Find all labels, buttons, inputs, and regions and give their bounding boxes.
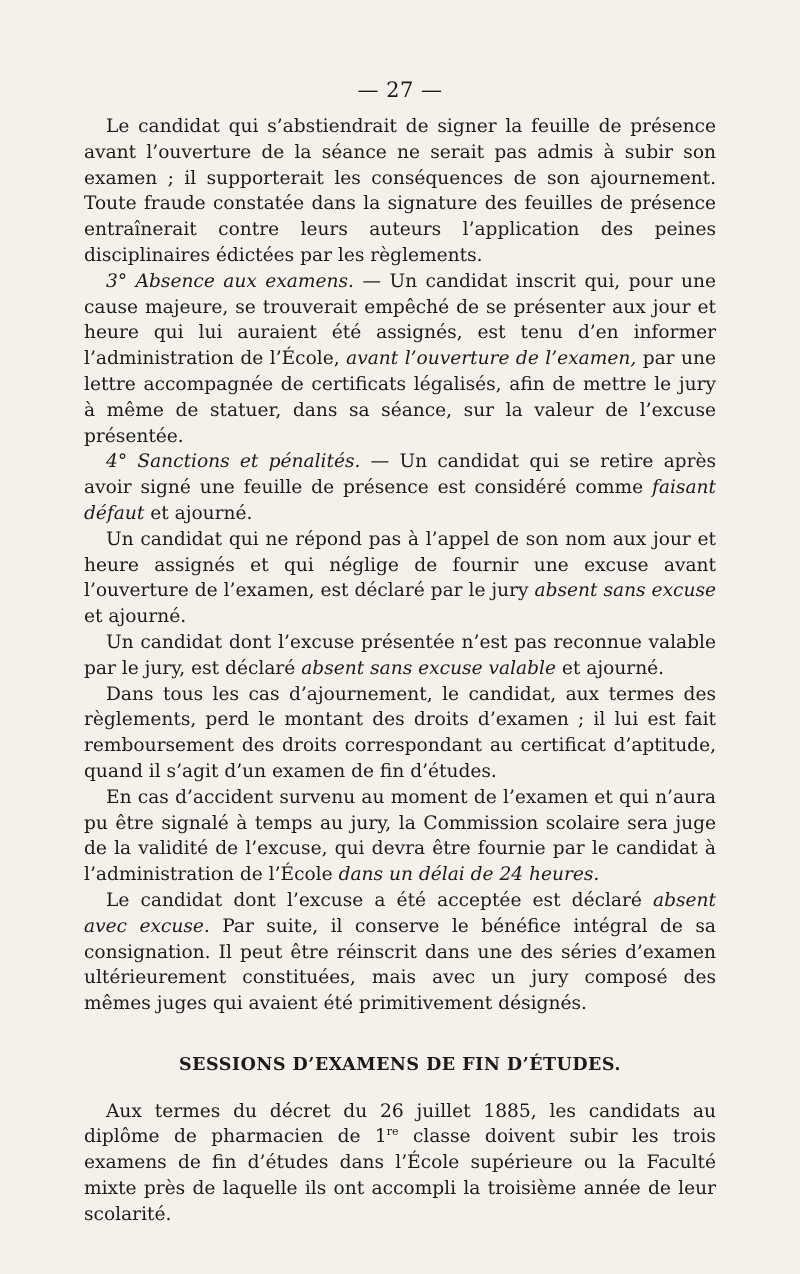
paragraph-text: — Un candidat inscrit qui, pour une cause majeure, se trouverait empêché de se présenter aux jour et heure qui lui auraient été assignés, est tenu d’en informer l’administration de l’École, bbox=[84, 270, 716, 370]
paragraph-text: et ajourné. bbox=[144, 502, 253, 524]
emphasis-text: faisant défaut bbox=[84, 477, 716, 524]
paragraph-invalid-excuse bbox=[84, 630, 716, 682]
emphasis-text: avant l’ouverture de l’examen, bbox=[346, 348, 637, 370]
emphasis-text: absent sans excuse bbox=[534, 580, 716, 602]
paragraph-text: Par suite, il conserve le bénéfice intégral de sa consignation. Il peut être réinscrit dans une des séries d’examen ultérieurement constituées, mais avec un jury composé des mêmes juges qui avaient été primitivement désignés. bbox=[84, 915, 716, 1015]
paragraph-text: Un candidat dont l’excuse présentée n’est pas reconnue valable par le jury, est déclaré bbox=[84, 631, 716, 679]
paragraph-accident bbox=[84, 785, 716, 888]
section-label-sanctions: 4° Sanctions et pénalités. bbox=[106, 451, 361, 473]
paragraph-text: et ajourné. bbox=[555, 657, 665, 679]
paragraph-adjournment-fees bbox=[84, 682, 716, 785]
paragraph-text: — Un candidat qui se retire après avoir signé une feuille de présence est considéré comme bbox=[84, 451, 717, 499]
superscript-re: re bbox=[386, 1125, 399, 1139]
page-number: — 27 — bbox=[357, 78, 443, 102]
body-text bbox=[84, 114, 716, 1228]
emphasis-text: dans un délai de 24 heures. bbox=[338, 864, 600, 886]
paragraph-presence-sheet bbox=[84, 114, 716, 269]
paragraph-sanctions bbox=[84, 449, 716, 526]
section-heading: SESSIONS D’EXAMENS DE FIN D’ÉTUDES. bbox=[179, 1054, 621, 1075]
paragraph-absence bbox=[84, 269, 716, 450]
paragraph-accepted-excuse bbox=[84, 888, 716, 1017]
paragraph-text: Un candidat qui ne répond pas à l’appel de son nom aux jour et heure assignés et qui néglige de fournir une excuse avant l’ouverture de l’examen, est déclaré par le jury bbox=[84, 528, 716, 602]
paragraph-no-response bbox=[84, 527, 716, 630]
paragraph-text: classe doivent subir les trois examens de fin d’études dans l’École supérieure ou la Faculté mixte près de laquelle ils ont accompli la troisième année de leur scolarité. bbox=[84, 1126, 716, 1225]
paragraph-text: Dans tous les cas d’ajournement, le candidat, aux termes des règlements, perd le montant des droits d’examen ; il lui est fait remboursement des droits correspondant au certificat d’aptitude, quand il s’agit d’un examen de fin d’études. bbox=[84, 683, 716, 782]
paragraph-text: Le candidat dont l’excuse a été acceptée est déclaré bbox=[106, 889, 654, 911]
paragraph-text: En cas d’accident survenu au moment de l’examen et qui n’aura pu être signalé à temps au jury, la Commission scolaire sera juge de la validité de l’excuse, qui devra être fournie par le candidat à l’administration de l’École bbox=[84, 786, 716, 886]
emphasis-text: absent sans excuse valable bbox=[301, 657, 556, 679]
emphasis-text: absent avec excuse. bbox=[84, 889, 716, 937]
paragraph-text: et ajourné. bbox=[84, 606, 187, 628]
document-page bbox=[84, 78, 716, 1228]
paragraph-text: Le candidat qui s’abstiendrait de signer la feuille de présence avant l’ouverture de la séance ne serait pas admis à subir son examen ; il supporterait les conséquences de son ajournement. Toute fraude constatée dans la signature des feuilles de présence entraînerait contre leurs auteurs l’application des peines disciplinaires édictées par les règlements. bbox=[84, 116, 716, 266]
paragraph-text: Aux termes du décret du 26 juillet 1885, les candidats au diplôme de pharmacien de 1 bbox=[84, 1100, 716, 1148]
paragraph-decree bbox=[84, 1099, 716, 1228]
section-label-absence: 3° Absence aux examens. bbox=[106, 270, 354, 292]
paragraph-text: par une lettre accompagnée de certificats légalisés, afin de mettre le jury à même de statuer, dans sa séance, sur la valeur de l’excuse présentée. bbox=[84, 348, 716, 447]
